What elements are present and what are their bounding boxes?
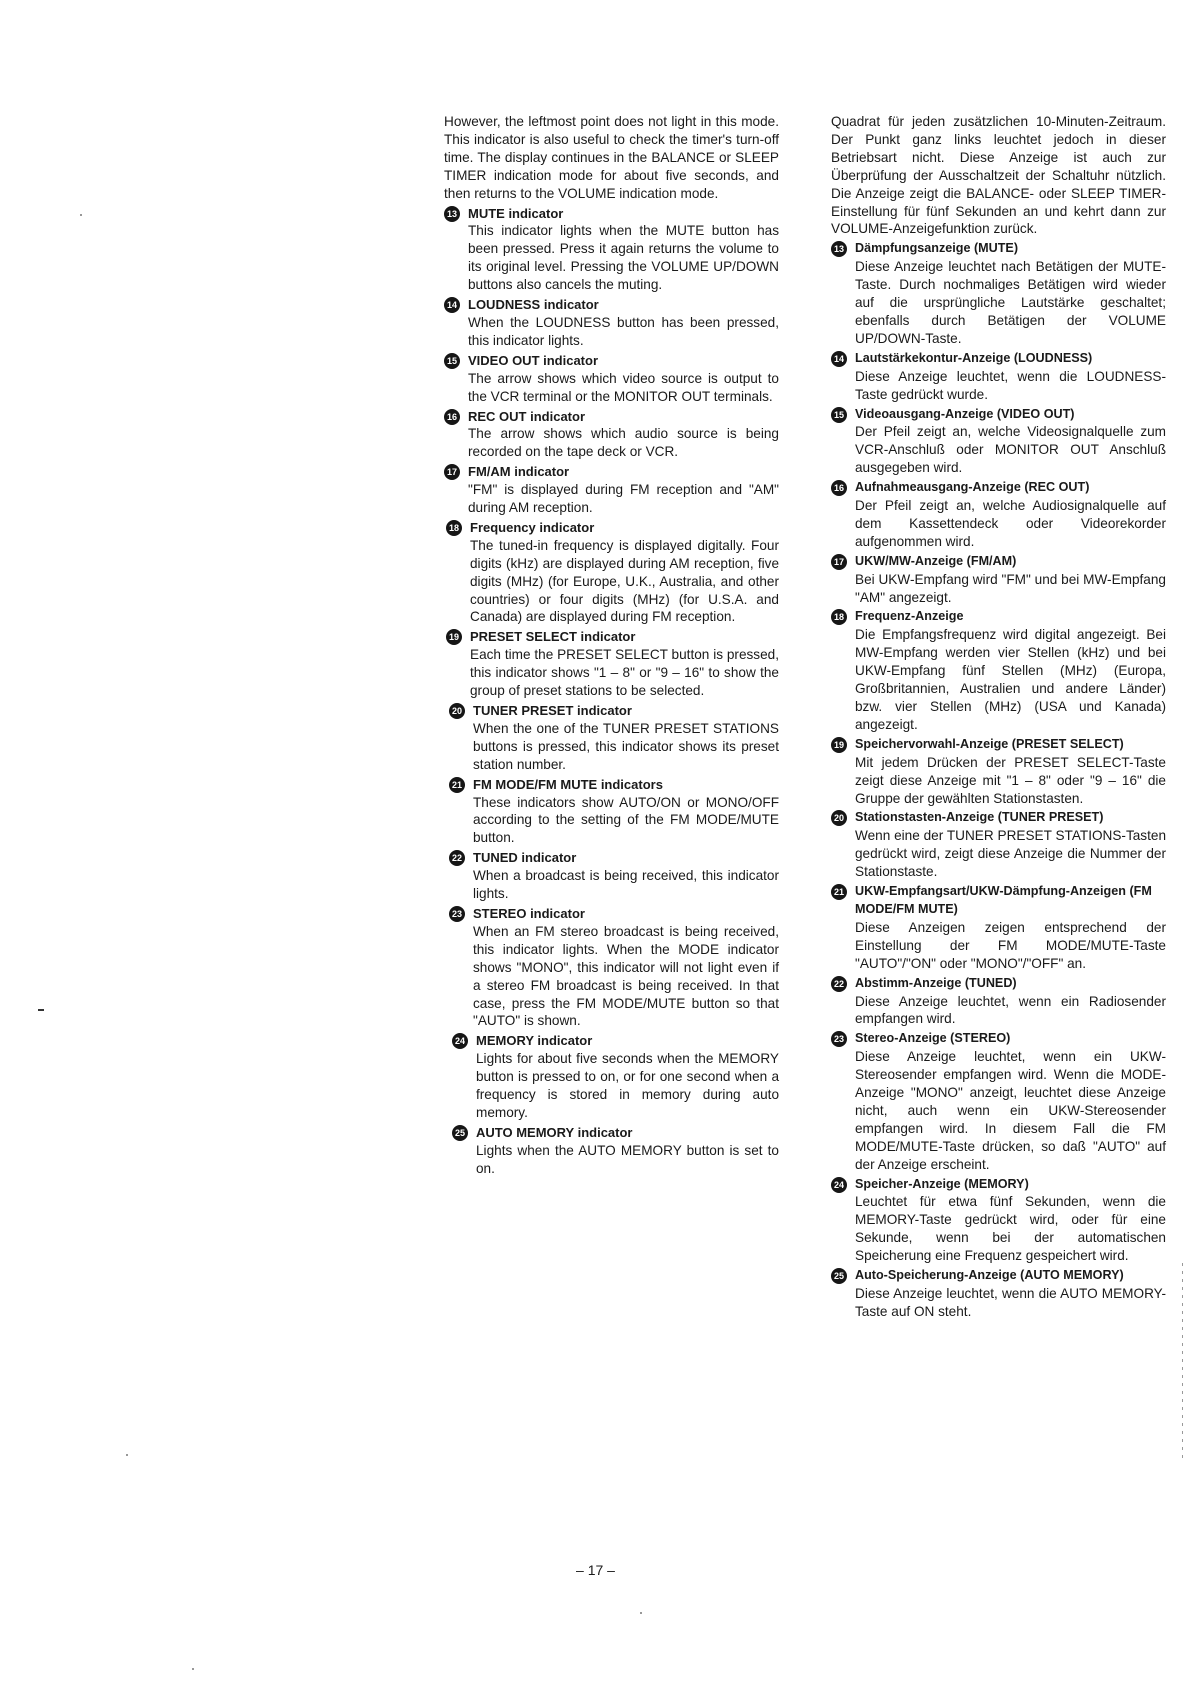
item-number-badge: 25 [831, 1268, 847, 1284]
entry-auto-memory-indicator [452, 1124, 779, 1178]
entry-title: UKW-Empfangsart/UKW-Dämpfung-Anzeigen (FM MODE/FM MUTE) [855, 884, 1152, 916]
scan-mark [38, 1009, 44, 1011]
entry-ukw-mw-anzeige [831, 553, 1166, 607]
entry-frequenz-anzeige [831, 608, 1166, 733]
entry-title: Lautstärkekontur-Anzeige (LOUDNESS) [855, 350, 1093, 365]
entry-tuner-preset-indicator [449, 702, 779, 774]
entry-title: Stereo-Anzeige (STEREO) [855, 1031, 1011, 1046]
entry-title: TUNED indicator [473, 850, 577, 866]
entry-preset-select-indicator [446, 628, 779, 700]
scan-speck [192, 1668, 194, 1670]
german-intro [831, 113, 1166, 238]
entry-text: Bei UKW-Empfang wird "FM" und bei MW-Empfang "AM" angezeigt. [855, 571, 1166, 605]
item-number-badge: 17 [831, 554, 847, 570]
entry-title: Speichervorwahl-Anzeige (PRESET SELECT) [855, 736, 1124, 751]
item-number-badge: 20 [831, 810, 847, 826]
entry-loudness-indicator [444, 296, 779, 350]
item-number-badge: 24 [831, 1177, 847, 1193]
entry-text: The arrow shows which audio source is being recorded on the tape deck or VCR. [468, 426, 779, 460]
entry-text: Diese Anzeige leuchtet, wenn die LOUDNESS-Taste gedrückt wurde. [855, 368, 1166, 402]
item-number-badge: 23 [449, 906, 465, 922]
entry-text: When an FM stereo broadcast is being received, this indicator lights. When the MODE indicator shows "MONO", this indicator will not light even if a stereo FM broadcast is being received. In that case, press the FM MODE/MUTE button so that "AUTO" is shown. [473, 923, 779, 1029]
scan-speck [640, 1612, 642, 1614]
entry-text: The arrow shows which video source is output to the VCR terminal or the MONITOR OUT terminals. [468, 370, 779, 404]
entry-text: Lights when the AUTO MEMORY button is set to on. [476, 1142, 779, 1176]
entry-text: Diese Anzeige leuchtet, wenn ein Radiosender empfangen wird. [855, 993, 1166, 1027]
entry-text: When the LOUDNESS button has been pressed, this indicator lights. [468, 314, 779, 348]
page-number: – 17 – [576, 1562, 615, 1578]
entry-text: The tuned-in frequency is displayed digitally. Four digits (kHz) are displayed during AM reception, five digits (MHz) (for Europe, U.K., Australia, and other countries) or four digits (MHz) (for U.S.A. and Canada) are displayed during FM reception. [470, 537, 779, 625]
entry-text: Der Pfeil zeigt an, welche Audiosignalquelle auf dem Kassettendeck oder Videorekorder aufgenommen wird. [855, 498, 1166, 549]
item-number-badge: 22 [449, 850, 465, 866]
item-number-badge: 25 [452, 1125, 468, 1141]
item-number-badge: 13 [831, 241, 847, 257]
entry-title: Frequenz-Anzeige [855, 609, 964, 624]
item-number-badge: 17 [444, 464, 460, 480]
item-number-badge: 18 [446, 520, 462, 536]
item-number-badge: 21 [449, 777, 465, 793]
intro-text: However, the leftmost point does not light in this mode. This indicator is also useful to check the timer's turn-off time. The display continues in the BALANCE or SLEEP TIMER indication mode for about five seconds, and then returns to the VOLUME indication mode. [444, 114, 779, 201]
entry-text: Diese Anzeige leuchtet, wenn ein UKW-Stereosender empfangen wird. Wenn die MODE-Anzeige "MONO" anzeigt, leuchtet diese Anzeige nicht, auch wenn ein UKW-Stereosender empfangen wird. In diesem Fall die FM MODE/MUTE-Taste drücken, so daß "AUTO" auf der Anzeige erscheint. [855, 1049, 1166, 1172]
entry-title: Dämpfungsanzeige (MUTE) [855, 241, 1019, 256]
item-number-badge: 19 [831, 737, 847, 753]
entry-title: MEMORY indicator [476, 1033, 593, 1049]
entry-title: PRESET SELECT indicator [470, 629, 636, 645]
entry-daempfungsanzeige [831, 240, 1166, 347]
entry-title: MUTE indicator [468, 205, 564, 221]
item-number-badge: 14 [831, 351, 847, 367]
item-number-badge: 24 [452, 1033, 468, 1049]
entry-abstimm-anzeige [831, 975, 1166, 1029]
entry-title: Videoausgang-Anzeige (VIDEO OUT) [855, 406, 1075, 421]
item-number-badge: 16 [831, 480, 847, 496]
item-number-badge: 23 [831, 1031, 847, 1047]
entry-videoausgang-anzeige [831, 406, 1166, 478]
entry-text: Leuchtet für etwa fünf Sekunden, wenn die MEMORY-Taste gedrückt wird, oder für eine Sekunde, wenn bei der automatischen Speicherung eine Frequenz gespeichert wird. [855, 1194, 1166, 1264]
entry-ukw-empfangsart-anzeigen [831, 883, 1166, 973]
english-column [444, 113, 779, 1178]
entry-lautstaerkekontur-anzeige [831, 350, 1166, 404]
entry-frequency-indicator [446, 519, 779, 626]
entry-title: Stationstasten-Anzeige (TUNER PRESET) [855, 810, 1104, 825]
entry-speichervorwahl-anzeige [831, 736, 1166, 808]
entry-aufnahmeausgang-anzeige [831, 479, 1166, 551]
item-number-badge: 20 [449, 703, 465, 719]
entry-text: This indicator lights when the MUTE button has been pressed. Press it again returns the volume to its original level. Pressing the VOLUME UP/DOWN buttons also cancels the muting. [468, 223, 779, 293]
scan-speck [80, 214, 82, 216]
entry-title: Auto-Speicherung-Anzeige (AUTO MEMORY) [855, 1268, 1124, 1283]
entry-title: Frequency indicator [470, 519, 595, 535]
item-number-badge: 15 [444, 353, 460, 369]
entry-title: UKW/MW-Anzeige (FM/AM) [855, 553, 1017, 568]
entry-tuned-indicator [449, 849, 779, 903]
entry-title: LOUDNESS indicator [468, 297, 599, 313]
item-number-badge: 13 [444, 206, 460, 222]
item-number-badge: 21 [831, 884, 847, 900]
entry-text: Mit jedem Drücken der PRESET SELECT-Taste zeigt diese Anzeige mit "1 – 8" oder "9 – 16" die Gruppe der gewählten Stationstasten. [855, 754, 1166, 806]
intro-text: Quadrat für jeden zusätzlichen 10-Minuten-Zeitraum. Der Punkt ganz links leuchtet jedoch in dieser Betriebsart nicht. Diese Anzeige ist auch zur Überprüfung der Ausschaltzeit der Schaltuhr nützlich. Die Anzeige zeigt die BALANCE- oder SLEEP TIMER-Einstellung für fünf Sekunden an und kehrt dann zur VOLUME-Anzeigefunktion zurück. [831, 114, 1166, 237]
entry-text: When a broadcast is being received, this indicator lights. [473, 868, 779, 902]
item-number-badge: 19 [446, 629, 462, 645]
entry-title: AUTO MEMORY indicator [476, 1124, 633, 1140]
entry-memory-indicator [452, 1032, 779, 1122]
entry-text: Wenn eine der TUNER PRESET STATIONS-Tasten gedrückt wird, zeigt diese Anzeige die Nummer der Stationstaste. [855, 828, 1166, 880]
entry-speicher-anzeige [831, 1176, 1166, 1266]
entry-text: Der Pfeil zeigt an, welche Videosignalquelle zum VCR-Anschluß oder MONITOR OUT Anschluß ausgegeben wird. [855, 424, 1166, 476]
entry-title: REC OUT indicator [468, 408, 586, 424]
entry-text: These indicators show AUTO/ON or MONO/OFF according to the setting of the FM MODE/MUTE button. [473, 794, 779, 846]
german-column [831, 113, 1166, 1321]
entry-text: When the one of the TUNER PRESET STATIONS buttons is pressed, this indicator shows its preset station number. [473, 720, 779, 772]
entry-title: FM MODE/FM MUTE indicators [473, 776, 663, 792]
entry-rec-out-indicator [444, 408, 779, 462]
entry-text: Diese Anzeigen zeigen entsprechend der Einstellung der FM MODE/MUTE-Taste "AUTO"/"ON" oder "MONO"/"OFF" an. [855, 919, 1166, 971]
item-number-badge: 15 [831, 407, 847, 423]
entry-title: Speicher-Anzeige (MEMORY) [855, 1176, 1029, 1191]
item-number-badge: 22 [831, 976, 847, 992]
entry-title: Abstimm-Anzeige (TUNED) [855, 975, 1017, 990]
scan-edge [1182, 1263, 1183, 1463]
entry-fm-mode-mute-indicators [449, 776, 779, 848]
item-number-badge: 18 [831, 609, 847, 625]
entry-title: FM/AM indicator [468, 464, 570, 480]
entry-title: Aufnahmeausgang-Anzeige (REC OUT) [855, 480, 1090, 495]
entry-stationstasten-anzeige [831, 809, 1166, 881]
entry-fm-am-indicator [444, 463, 779, 517]
entry-mute-indicator [444, 205, 779, 295]
entry-video-out-indicator [444, 352, 779, 406]
entry-text: Lights for about five seconds when the MEMORY button is pressed to on, or for one second when a frequency is stored in memory during auto memory. [476, 1051, 779, 1120]
item-number-badge: 16 [444, 409, 460, 425]
entry-stereo-indicator [449, 905, 779, 1030]
entry-text: Each time the PRESET SELECT button is pressed, this indicator shows "1 – 8" or "9 – 16" to show the group of preset stations to be selected. [470, 647, 779, 699]
entry-auto-speicherung-anzeige [831, 1267, 1166, 1321]
entry-title: STEREO indicator [473, 905, 585, 921]
entry-text: Diese Anzeige leuchtet, wenn die AUTO MEMORY-Taste auf ON steht. [855, 1286, 1166, 1319]
entry-stereo-anzeige [831, 1030, 1166, 1173]
entry-text: Diese Anzeige leuchtet nach Betätigen der MUTE-Taste. Durch nochmaliges Betätigen wird wieder auf die ursprüngliche Lautstärke geschaltet; ebenfalls durch Betätigen der VOLUME UP/DOWN-Taste. [855, 259, 1166, 346]
entry-title: VIDEO OUT indicator [468, 352, 599, 368]
scan-speck [126, 1454, 128, 1456]
entry-text: Die Empfangsfrequenz wird digital angezeigt. Bei MW-Empfang werden vier Stellen (kHz) und bei UKW-Empfang fünf Stellen (MHz) (Europa, Großbritannien, Australien und andere Länder) bzw. vier Stellen (MHz) (USA und Kanada) angezeigt. [855, 627, 1166, 732]
entry-title: TUNER PRESET indicator [473, 703, 632, 718]
entry-text: "FM" is displayed during FM reception and "AM" during AM reception. [468, 482, 779, 516]
item-number-badge: 14 [444, 297, 460, 313]
english-intro [444, 113, 779, 203]
